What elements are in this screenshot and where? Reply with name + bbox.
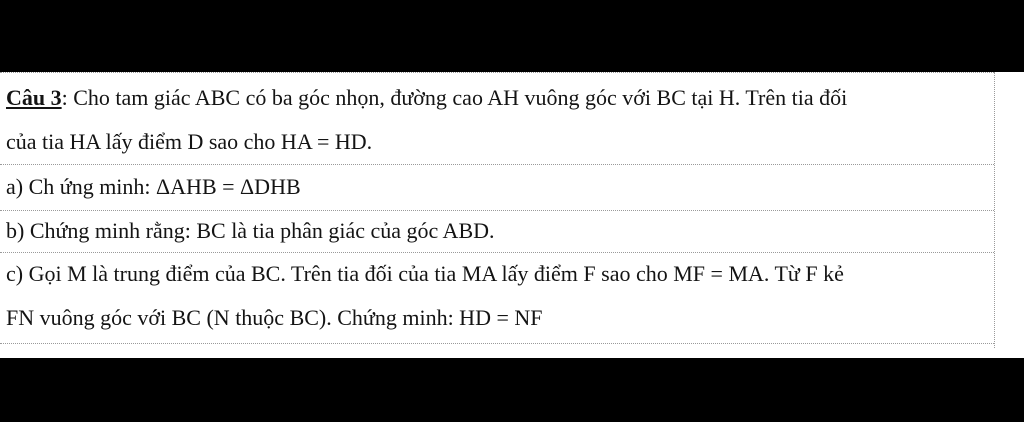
question-label: Câu 3 [6, 85, 62, 110]
question-text-1: : Cho tam giác ABC có ba góc nhọn, đường cao AH vuông góc với BC tại H. Trên tia đối [61, 85, 848, 110]
part-c-line-2: FN vuông góc với BC (N thuộc BC). Chứng minh: HD = NF [6, 305, 543, 330]
top-border [0, 72, 994, 73]
right-border [994, 72, 995, 348]
bottom-border [0, 343, 994, 344]
part-b: b) Chứng minh rằng: BC là tia phân giác của góc ABD. [6, 218, 495, 243]
part-c-line-1: c) Gọi M là trung điểm của BC. Trên tia đối của tia MA lấy điểm F sao cho MF = MA. Từ F kẻ [6, 261, 844, 286]
question-line-1 [6, 76, 990, 120]
part-a: a) Ch ứng minh: ΔAHB = ΔDHB [6, 174, 301, 199]
question-line-2: của tia HA lấy điểm D sao cho HA = HD. [6, 129, 373, 154]
document-page [0, 72, 1024, 358]
